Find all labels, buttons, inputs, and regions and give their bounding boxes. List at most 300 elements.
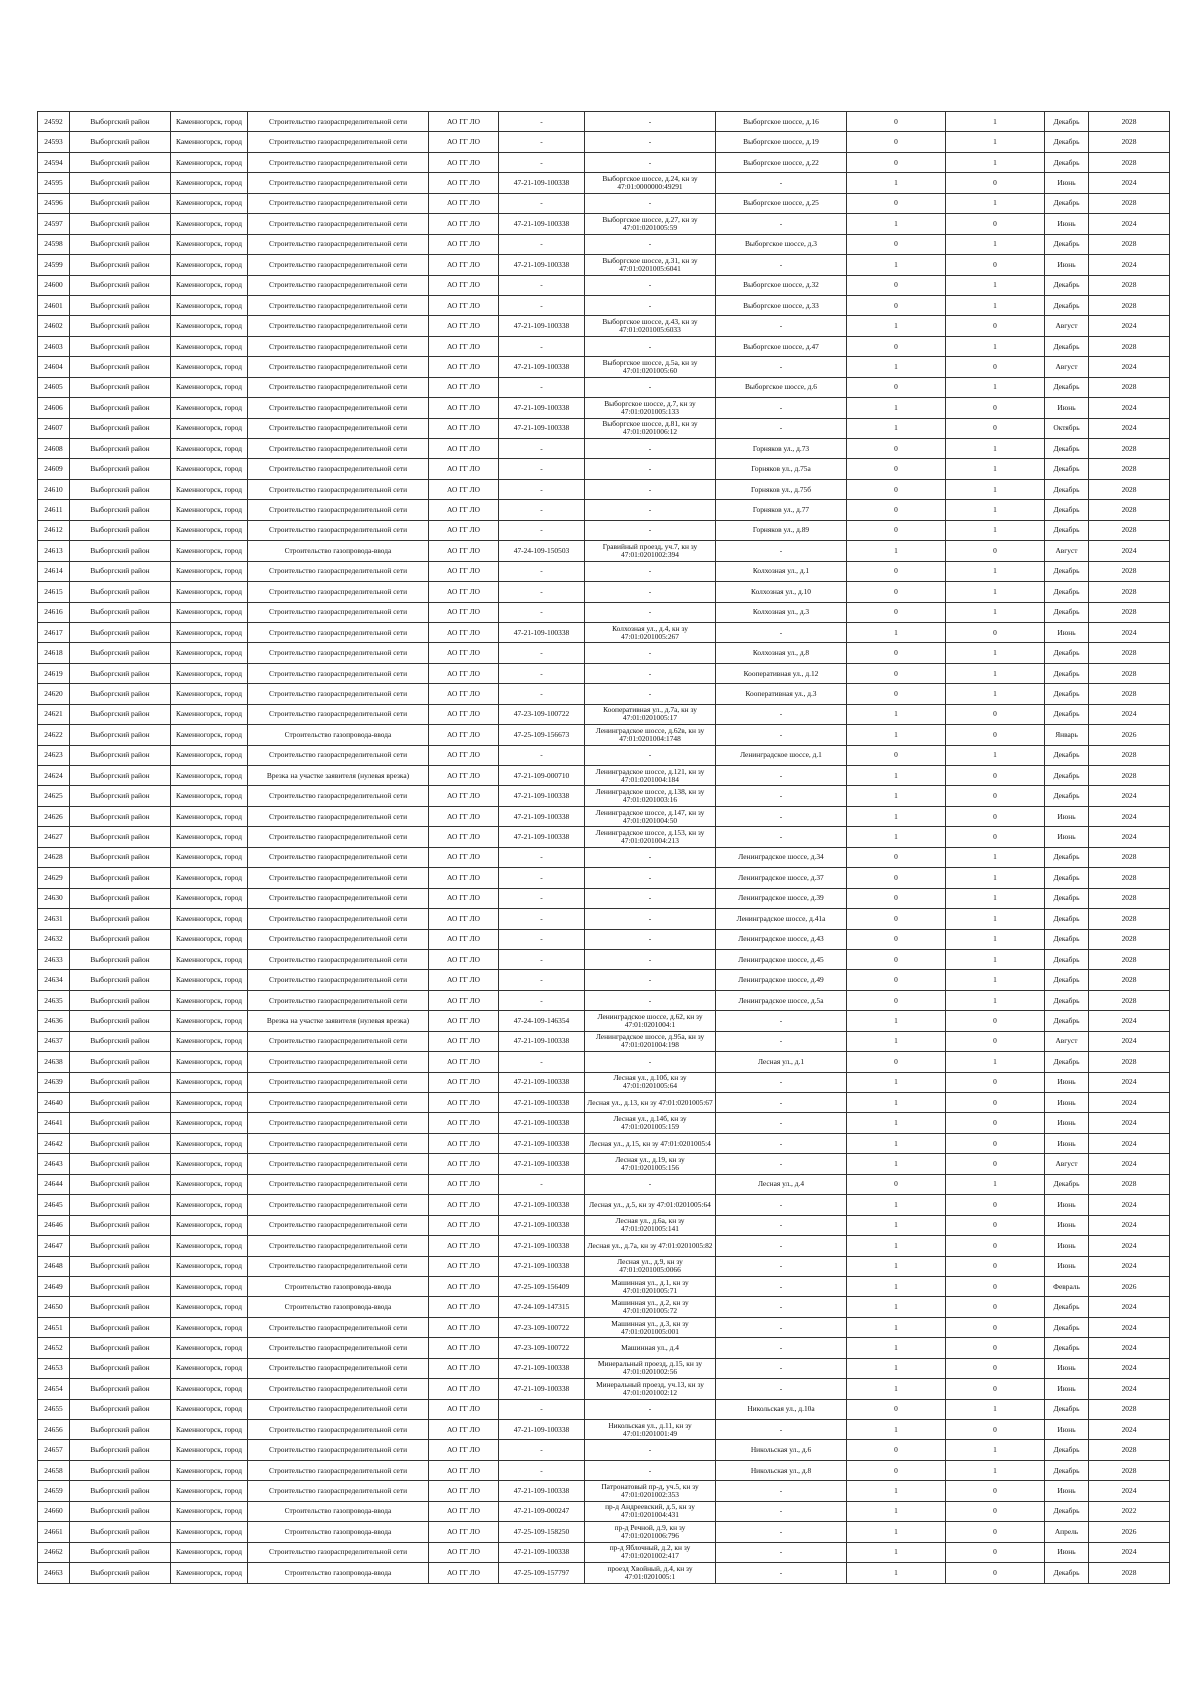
row-number-cell: 24630	[38, 888, 70, 908]
district-cell: Выборгский район	[70, 275, 171, 295]
application-number-cell: -	[499, 1399, 585, 1419]
address-cell: -	[716, 1011, 847, 1031]
address-cell: Ленинградское шоссе, д.39	[716, 888, 847, 908]
count-b-cell: 0	[946, 1338, 1045, 1358]
settlement-cell: Каменногорск, город	[171, 255, 248, 275]
row-number-cell: 24647	[38, 1236, 70, 1256]
district-cell: Выборгский район	[70, 806, 171, 826]
count-b-cell: 1	[946, 275, 1045, 295]
count-b-cell: 1	[946, 888, 1045, 908]
district-cell: Выборгский район	[70, 439, 171, 459]
year-cell: 2028	[1089, 1399, 1170, 1419]
year-cell: 2024	[1089, 1154, 1170, 1174]
address-with-cadastral-cell: -	[585, 561, 716, 581]
count-a-cell: 1	[847, 1358, 946, 1378]
work-type-cell: Строительство газопровода-ввода	[248, 1297, 429, 1317]
settlement-cell: Каменногорск, город	[171, 1195, 248, 1215]
table-row	[38, 398, 1170, 418]
row-number-cell: 24595	[38, 173, 70, 193]
work-type-cell: Строительство газораспределительной сети	[248, 806, 429, 826]
year-cell: 2024	[1089, 357, 1170, 377]
address-with-cadastral-cell: Выборгское шоссе, д.5а, кн зу 47:01:0201005:60	[585, 357, 716, 377]
count-a-cell: 1	[847, 1542, 946, 1562]
district-cell: Выборгский район	[70, 582, 171, 602]
address-cell: Колхозная ул., д.8	[716, 643, 847, 663]
month-cell: Декабрь	[1045, 1011, 1089, 1031]
address-with-cadastral-cell: -	[585, 847, 716, 867]
table-row	[38, 1420, 1170, 1440]
address-cell: -	[716, 316, 847, 336]
count-a-cell: 0	[847, 990, 946, 1010]
count-a-cell: 1	[847, 806, 946, 826]
count-b-cell: 0	[946, 214, 1045, 234]
work-type-cell: Строительство газопровода-ввода	[248, 1563, 429, 1583]
row-number-cell: 24641	[38, 1113, 70, 1133]
year-cell: 2028	[1089, 643, 1170, 663]
table-row	[38, 255, 1170, 275]
organization-cell: АО ГГ ЛО	[429, 1256, 499, 1276]
settlement-cell: Каменногорск, город	[171, 1379, 248, 1399]
organization-cell: АО ГГ ЛО	[429, 1215, 499, 1235]
work-type-cell: Строительство газораспределительной сети	[248, 418, 429, 438]
address-with-cadastral-cell: проезд Хвойный, д.4, кн зу 47:01:0201005:1	[585, 1563, 716, 1583]
month-cell: Декабрь	[1045, 684, 1089, 704]
count-a-cell: 1	[847, 1420, 946, 1440]
row-number-cell: 24613	[38, 541, 70, 561]
application-number-cell: -	[499, 132, 585, 152]
district-cell: Выборгский район	[70, 295, 171, 315]
count-a-cell: 1	[847, 1317, 946, 1337]
application-number-cell: 47-21-109-100338	[499, 1093, 585, 1113]
row-number-cell: 24602	[38, 316, 70, 336]
application-number-cell: 47-21-109-000247	[499, 1501, 585, 1521]
address-cell: Ленинградское шоссе, д.37	[716, 868, 847, 888]
district-cell: Выборгский район	[70, 316, 171, 336]
district-cell: Выборгский район	[70, 663, 171, 683]
count-a-cell: 1	[847, 622, 946, 642]
address-with-cadastral-cell: -	[585, 868, 716, 888]
settlement-cell: Каменногорск, город	[171, 193, 248, 213]
month-cell: Декабрь	[1045, 643, 1089, 663]
count-a-cell: 0	[847, 132, 946, 152]
address-with-cadastral-cell: Ленинградское шоссе, д.138, кн зу 47:01:0201003:16	[585, 786, 716, 806]
table-row	[38, 643, 1170, 663]
application-number-cell: -	[499, 684, 585, 704]
settlement-cell: Каменногорск, город	[171, 234, 248, 254]
application-number-cell: -	[499, 336, 585, 356]
count-b-cell: 0	[946, 1031, 1045, 1051]
row-number-cell: 24620	[38, 684, 70, 704]
year-cell: 2028	[1089, 684, 1170, 704]
address-cell: Выборгское шоссе, д.33	[716, 295, 847, 315]
row-number-cell: 24642	[38, 1133, 70, 1153]
row-number-cell: 24634	[38, 970, 70, 990]
count-a-cell: 1	[847, 541, 946, 561]
work-type-cell: Строительство газораспределительной сети	[248, 132, 429, 152]
count-b-cell: 0	[946, 1563, 1045, 1583]
table-row	[38, 520, 1170, 540]
settlement-cell: Каменногорск, город	[171, 173, 248, 193]
table-row	[38, 336, 1170, 356]
address-cell: -	[716, 827, 847, 847]
work-type-cell: Строительство газораспределительной сети	[248, 847, 429, 867]
application-number-cell: 47-21-109-100338	[499, 398, 585, 418]
table-row	[38, 1297, 1170, 1317]
count-a-cell: 1	[847, 255, 946, 275]
table-row	[38, 888, 1170, 908]
organization-cell: АО ГГ ЛО	[429, 214, 499, 234]
count-a-cell: 0	[847, 929, 946, 949]
table-row	[38, 357, 1170, 377]
district-cell: Выборгский район	[70, 1133, 171, 1153]
application-number-cell: -	[499, 500, 585, 520]
work-type-cell: Строительство газораспределительной сети	[248, 868, 429, 888]
work-type-cell: Строительство газораспределительной сети	[248, 1031, 429, 1051]
count-a-cell: 1	[847, 704, 946, 724]
year-cell: 2024	[1089, 418, 1170, 438]
row-number-cell: 24628	[38, 847, 70, 867]
month-cell: Декабрь	[1045, 766, 1089, 786]
application-number-cell: -	[499, 909, 585, 929]
address-cell: Никольская ул., д.6	[716, 1440, 847, 1460]
settlement-cell: Каменногорск, город	[171, 479, 248, 499]
count-a-cell: 0	[847, 684, 946, 704]
work-type-cell: Строительство газораспределительной сети	[248, 1358, 429, 1378]
address-cell: -	[716, 786, 847, 806]
organization-cell: АО ГГ ЛО	[429, 704, 499, 724]
count-b-cell: 1	[946, 295, 1045, 315]
district-cell: Выборгский район	[70, 684, 171, 704]
count-b-cell: 0	[946, 1093, 1045, 1113]
address-with-cadastral-cell: Минеральный проезд, уч.13, кн зу 47:01:0201002:12	[585, 1379, 716, 1399]
organization-cell: АО ГГ ЛО	[429, 561, 499, 581]
settlement-cell: Каменногорск, город	[171, 1011, 248, 1031]
month-cell: Декабрь	[1045, 704, 1089, 724]
settlement-cell: Каменногорск, город	[171, 1256, 248, 1276]
address-with-cadastral-cell: -	[585, 479, 716, 499]
address-with-cadastral-cell: -	[585, 684, 716, 704]
count-b-cell: 0	[946, 725, 1045, 745]
organization-cell: АО ГГ ЛО	[429, 1358, 499, 1378]
settlement-cell: Каменногорск, город	[171, 418, 248, 438]
address-cell: -	[716, 1338, 847, 1358]
settlement-cell: Каменногорск, город	[171, 786, 248, 806]
district-cell: Выборгский район	[70, 868, 171, 888]
settlement-cell: Каменногорск, город	[171, 1297, 248, 1317]
settlement-cell: Каменногорск, город	[171, 1420, 248, 1440]
address-with-cadastral-cell: Выборгское шоссе, д.24, кн зу 47:01:0000000:49291	[585, 173, 716, 193]
settlement-cell: Каменногорск, город	[171, 561, 248, 581]
settlement-cell: Каменногорск, город	[171, 1522, 248, 1542]
district-cell: Выборгский район	[70, 1052, 171, 1072]
settlement-cell: Каменногорск, город	[171, 643, 248, 663]
work-type-cell: Строительство газопровода-ввода	[248, 1276, 429, 1296]
address-cell: -	[716, 1154, 847, 1174]
address-with-cadastral-cell: -	[585, 377, 716, 397]
organization-cell: АО ГГ ЛО	[429, 868, 499, 888]
district-cell: Выборгский район	[70, 500, 171, 520]
year-cell: 2028	[1089, 336, 1170, 356]
month-cell: Декабрь	[1045, 459, 1089, 479]
year-cell: 2024	[1089, 622, 1170, 642]
month-cell: Декабрь	[1045, 888, 1089, 908]
district-cell: Выборгский район	[70, 1358, 171, 1378]
district-cell: Выборгский район	[70, 398, 171, 418]
settlement-cell: Каменногорск, город	[171, 1399, 248, 1419]
count-b-cell: 1	[946, 909, 1045, 929]
month-cell: Декабрь	[1045, 500, 1089, 520]
work-type-cell: Строительство газораспределительной сети	[248, 459, 429, 479]
address-cell: -	[716, 214, 847, 234]
application-number-cell: -	[499, 275, 585, 295]
application-number-cell: 47-21-109-100338	[499, 173, 585, 193]
row-number-cell: 24615	[38, 582, 70, 602]
count-b-cell: 1	[946, 1174, 1045, 1194]
address-with-cadastral-cell: -	[585, 602, 716, 622]
address-with-cadastral-cell: -	[585, 336, 716, 356]
month-cell: Декабрь	[1045, 582, 1089, 602]
row-number-cell: 24659	[38, 1481, 70, 1501]
count-a-cell: 1	[847, 1072, 946, 1092]
organization-cell: АО ГГ ЛО	[429, 970, 499, 990]
table-row	[38, 1338, 1170, 1358]
table-row	[38, 949, 1170, 969]
row-number-cell: 24638	[38, 1052, 70, 1072]
year-cell: 2024	[1089, 1317, 1170, 1337]
work-type-cell: Строительство газораспределительной сети	[248, 336, 429, 356]
year-cell: 2028	[1089, 112, 1170, 132]
application-number-cell: 47-25-109-156409	[499, 1276, 585, 1296]
organization-cell: АО ГГ ЛО	[429, 520, 499, 540]
row-number-cell: 24633	[38, 949, 70, 969]
settlement-cell: Каменногорск, город	[171, 1276, 248, 1296]
year-cell: 2024	[1089, 704, 1170, 724]
year-cell: 2024	[1089, 827, 1170, 847]
application-number-cell: 47-21-109-000710	[499, 766, 585, 786]
month-cell: Июнь	[1045, 1420, 1089, 1440]
count-a-cell: 0	[847, 868, 946, 888]
count-b-cell: 0	[946, 1317, 1045, 1337]
year-cell: 2028	[1089, 888, 1170, 908]
count-b-cell: 1	[946, 970, 1045, 990]
year-cell: 2028	[1089, 193, 1170, 213]
settlement-cell: Каменногорск, город	[171, 295, 248, 315]
month-cell: Декабрь	[1045, 847, 1089, 867]
address-cell: -	[716, 1133, 847, 1153]
row-number-cell: 24625	[38, 786, 70, 806]
district-cell: Выборгский район	[70, 949, 171, 969]
district-cell: Выборгский район	[70, 786, 171, 806]
table-row	[38, 275, 1170, 295]
year-cell: 2026	[1089, 1522, 1170, 1542]
table-row	[38, 1256, 1170, 1276]
application-number-cell: -	[499, 643, 585, 663]
table-row	[38, 459, 1170, 479]
address-with-cadastral-cell: -	[585, 234, 716, 254]
month-cell: Декабрь	[1045, 929, 1089, 949]
table-row	[38, 295, 1170, 315]
organization-cell: АО ГГ ЛО	[429, 1399, 499, 1419]
work-type-cell: Строительство газораспределительной сети	[248, 1481, 429, 1501]
month-cell: Июнь	[1045, 1256, 1089, 1276]
row-number-cell: 24605	[38, 377, 70, 397]
work-type-cell: Строительство газораспределительной сети	[248, 1133, 429, 1153]
address-cell: Выборгское шоссе, д.22	[716, 152, 847, 172]
work-type-cell: Строительство газораспределительной сети	[248, 357, 429, 377]
settlement-cell: Каменногорск, город	[171, 275, 248, 295]
count-a-cell: 1	[847, 1522, 946, 1542]
count-b-cell: 1	[946, 868, 1045, 888]
work-type-cell: Строительство газораспределительной сети	[248, 214, 429, 234]
organization-cell: АО ГГ ЛО	[429, 132, 499, 152]
settlement-cell: Каменногорск, город	[171, 520, 248, 540]
month-cell: Июнь	[1045, 214, 1089, 234]
year-cell: 2028	[1089, 766, 1170, 786]
row-number-cell: 24658	[38, 1460, 70, 1480]
row-number-cell: 24617	[38, 622, 70, 642]
count-a-cell: 1	[847, 1011, 946, 1031]
work-type-cell: Строительство газораспределительной сети	[248, 295, 429, 315]
row-number-cell: 24624	[38, 766, 70, 786]
settlement-cell: Каменногорск, город	[171, 1174, 248, 1194]
row-number-cell: 24603	[38, 336, 70, 356]
count-a-cell: 0	[847, 602, 946, 622]
year-cell: 2024	[1089, 1236, 1170, 1256]
organization-cell: АО ГГ ЛО	[429, 234, 499, 254]
work-type-cell: Врезка на участке заявителя (нулевая врезка)	[248, 766, 429, 786]
table-row	[38, 173, 1170, 193]
count-b-cell: 1	[946, 847, 1045, 867]
count-a-cell: 0	[847, 1052, 946, 1072]
table-row	[38, 1031, 1170, 1051]
year-cell: 2028	[1089, 152, 1170, 172]
work-type-cell: Строительство газопровода-ввода	[248, 541, 429, 561]
row-number-cell: 24637	[38, 1031, 70, 1051]
work-type-cell: Строительство газораспределительной сети	[248, 745, 429, 765]
organization-cell: АО ГГ ЛО	[429, 1522, 499, 1542]
month-cell: Декабрь	[1045, 1399, 1089, 1419]
year-cell: 2028	[1089, 295, 1170, 315]
district-cell: Выборгский район	[70, 1072, 171, 1092]
district-cell: Выборгский район	[70, 112, 171, 132]
row-number-cell: 24622	[38, 725, 70, 745]
application-number-cell: 47-21-109-100338	[499, 1358, 585, 1378]
work-type-cell: Строительство газораспределительной сети	[248, 1542, 429, 1562]
table-row	[38, 561, 1170, 581]
address-cell: -	[716, 357, 847, 377]
application-number-cell: 47-21-109-100338	[499, 827, 585, 847]
district-cell: Выборгский район	[70, 602, 171, 622]
application-number-cell: -	[499, 377, 585, 397]
organization-cell: АО ГГ ЛО	[429, 990, 499, 1010]
address-cell: Горняков ул., д.75б	[716, 479, 847, 499]
year-cell: 2024	[1089, 214, 1170, 234]
address-with-cadastral-cell: -	[585, 500, 716, 520]
application-number-cell: -	[499, 602, 585, 622]
year-cell: 2024	[1089, 1338, 1170, 1358]
work-type-cell: Строительство газораспределительной сети	[248, 377, 429, 397]
work-type-cell: Строительство газораспределительной сети	[248, 173, 429, 193]
address-with-cadastral-cell: -	[585, 152, 716, 172]
year-cell: 2028	[1089, 459, 1170, 479]
count-a-cell: 0	[847, 112, 946, 132]
year-cell: 2028	[1089, 234, 1170, 254]
year-cell: 2024	[1089, 1031, 1170, 1051]
address-with-cadastral-cell: Лесная ул., д.14б, кн зу 47:01:0201005:159	[585, 1113, 716, 1133]
address-with-cadastral-cell: Выборгское шоссе, д.81, кн зу 47:01:0201006:12	[585, 418, 716, 438]
year-cell: 2028	[1089, 663, 1170, 683]
table-row	[38, 766, 1170, 786]
address-with-cadastral-cell: -	[585, 1052, 716, 1072]
application-number-cell: -	[499, 888, 585, 908]
table-row	[38, 1276, 1170, 1296]
address-with-cadastral-cell: -	[585, 1174, 716, 1194]
table-row	[38, 602, 1170, 622]
table-row	[38, 1563, 1170, 1583]
count-b-cell: 0	[946, 1420, 1045, 1440]
settlement-cell: Каменногорск, город	[171, 806, 248, 826]
address-cell: -	[716, 418, 847, 438]
settlement-cell: Каменногорск, город	[171, 377, 248, 397]
application-number-cell: 47-24-109-147315	[499, 1297, 585, 1317]
organization-cell: АО ГГ ЛО	[429, 112, 499, 132]
organization-cell: АО ГГ ЛО	[429, 1072, 499, 1092]
month-cell: Декабрь	[1045, 1297, 1089, 1317]
row-number-cell: 24640	[38, 1093, 70, 1113]
count-b-cell: 1	[946, 745, 1045, 765]
count-b-cell: 0	[946, 1133, 1045, 1153]
year-cell: 2028	[1089, 909, 1170, 929]
count-b-cell: 1	[946, 1460, 1045, 1480]
table-row	[38, 1440, 1170, 1460]
district-cell: Выборгский район	[70, 1481, 171, 1501]
application-number-cell: -	[499, 1052, 585, 1072]
address-cell: Никольская ул., д.8	[716, 1460, 847, 1480]
application-number-cell: 47-23-109-100722	[499, 1317, 585, 1337]
address-with-cadastral-cell: -	[585, 1399, 716, 1419]
count-a-cell: 0	[847, 561, 946, 581]
application-number-cell: -	[499, 459, 585, 479]
address-with-cadastral-cell: -	[585, 439, 716, 459]
address-with-cadastral-cell: -	[585, 990, 716, 1010]
application-number-cell: 47-21-109-100338	[499, 255, 585, 275]
count-b-cell: 1	[946, 643, 1045, 663]
count-a-cell: 0	[847, 479, 946, 499]
address-with-cadastral-cell: Лесная ул., д.15, кн зу 47:01:0201005:4	[585, 1133, 716, 1153]
address-cell: Выборгское шоссе, д.16	[716, 112, 847, 132]
month-cell: Декабрь	[1045, 1501, 1089, 1521]
count-a-cell: 1	[847, 1215, 946, 1235]
table-row	[38, 1052, 1170, 1072]
work-type-cell: Строительство газораспределительной сети	[248, 316, 429, 336]
table-row	[38, 1154, 1170, 1174]
district-cell: Выборгский район	[70, 970, 171, 990]
organization-cell: АО ГГ ЛО	[429, 643, 499, 663]
organization-cell: АО ГГ ЛО	[429, 152, 499, 172]
work-type-cell: Строительство газораспределительной сети	[248, 704, 429, 724]
table-row	[38, 622, 1170, 642]
gasification-plan-table	[37, 111, 1169, 1584]
count-a-cell: 1	[847, 1481, 946, 1501]
work-type-cell: Строительство газораспределительной сети	[248, 622, 429, 642]
district-cell: Выборгский район	[70, 1297, 171, 1317]
month-cell: Декабрь	[1045, 520, 1089, 540]
row-number-cell: 24645	[38, 1195, 70, 1215]
application-number-cell: 47-21-109-100338	[499, 316, 585, 336]
organization-cell: АО ГГ ЛО	[429, 582, 499, 602]
organization-cell: АО ГГ ЛО	[429, 541, 499, 561]
address-with-cadastral-cell: -	[585, 295, 716, 315]
